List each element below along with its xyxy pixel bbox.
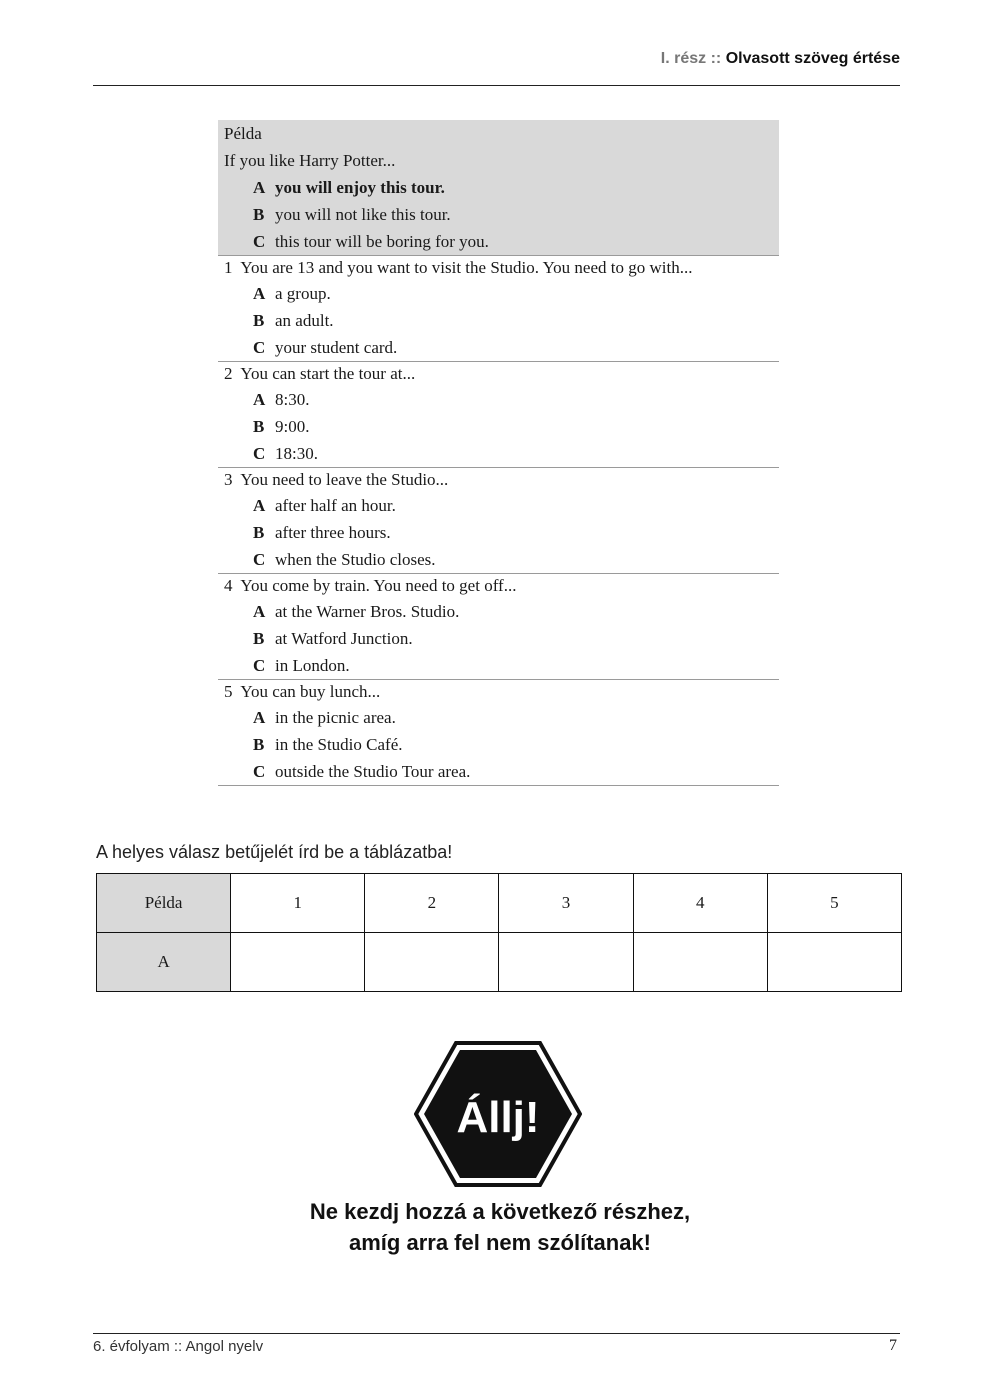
question-4 [218, 574, 779, 680]
header-cell-example: Példa [97, 874, 231, 933]
instruction-text: A helyes válasz betűjelét írd be a táblázatba! [96, 842, 453, 862]
question-option: B after three hours. [253, 523, 391, 542]
page-header [661, 50, 900, 68]
answer-table [96, 873, 902, 992]
question-text: 2 You can start the tour at... [224, 364, 416, 383]
quiz [218, 120, 779, 786]
answer-cell-4[interactable] [633, 933, 767, 992]
answer-cell-2[interactable] [365, 933, 499, 992]
header-cell: 4 [633, 874, 767, 933]
header-cell: 2 [365, 874, 499, 933]
example-option-b: B you will not like this tour. [253, 205, 451, 224]
question-option: B an adult. [253, 311, 334, 330]
question-text: 1 You are 13 and you want to visit the Studio. You need to go with... [224, 258, 693, 277]
stop-sign-text: Állj! [456, 1093, 540, 1142]
header-cell: 5 [767, 874, 901, 933]
page-number: 7 [889, 1337, 897, 1354]
question-option: A a group. [253, 284, 331, 303]
question-2 [218, 362, 779, 468]
question-option: A after half an hour. [253, 496, 396, 515]
question-option: B in the Studio Café. [253, 735, 403, 754]
question-option: C when the Studio closes. [253, 550, 436, 569]
question-option: A in the picnic area. [253, 708, 396, 727]
header-cell: 1 [231, 874, 365, 933]
stop-message-line1: Ne kezdj hozzá a következő részhez, [309, 1199, 691, 1224]
question-5 [218, 680, 779, 786]
header-cell: 3 [499, 874, 633, 933]
question-option: A at the Warner Bros. Studio. [253, 602, 460, 621]
question-option: A 8:30. [253, 390, 310, 409]
question-text: 4 You come by train. You need to get off... [224, 576, 517, 595]
answer-table-answer-row [97, 933, 902, 992]
footer-divider [93, 1333, 900, 1334]
header-part: I. rész :: [660, 50, 722, 67]
question-option: B at Watford Junction. [253, 629, 413, 648]
question-option: C 18:30. [253, 444, 318, 463]
header-divider [93, 85, 900, 86]
example-option-a: A you will enjoy this tour. [253, 178, 445, 197]
example-block [218, 120, 779, 256]
question-option: C your student card. [253, 338, 398, 357]
answer-table-header-row [97, 874, 902, 933]
example-question: If you like Harry Potter... [224, 151, 396, 170]
footer-label: 6. évfolyam :: Angol nyelv [93, 1338, 264, 1355]
example-option-c: C this tour will be boring for you. [253, 232, 489, 251]
header-title: Olvasott szöveg értése [725, 50, 900, 67]
answer-cell-5[interactable] [767, 933, 901, 992]
question-1 [218, 256, 779, 362]
answer-cell-3[interactable] [499, 933, 633, 992]
question-text: 5 You can buy lunch... [224, 682, 381, 701]
stop-sign-icon [414, 1041, 582, 1187]
answer-cell-example: A [97, 933, 231, 992]
question-3 [218, 468, 779, 574]
question-option: B 9:00. [253, 417, 310, 436]
example-label: Példa [224, 124, 262, 143]
stop-message-line2: amíg arra fel nem szólítanak! [349, 1230, 651, 1255]
question-option: C in London. [253, 656, 350, 675]
question-option: C outside the Studio Tour area. [253, 762, 471, 781]
question-text: 3 You need to leave the Studio... [224, 470, 449, 489]
answer-cell-1[interactable] [231, 933, 365, 992]
